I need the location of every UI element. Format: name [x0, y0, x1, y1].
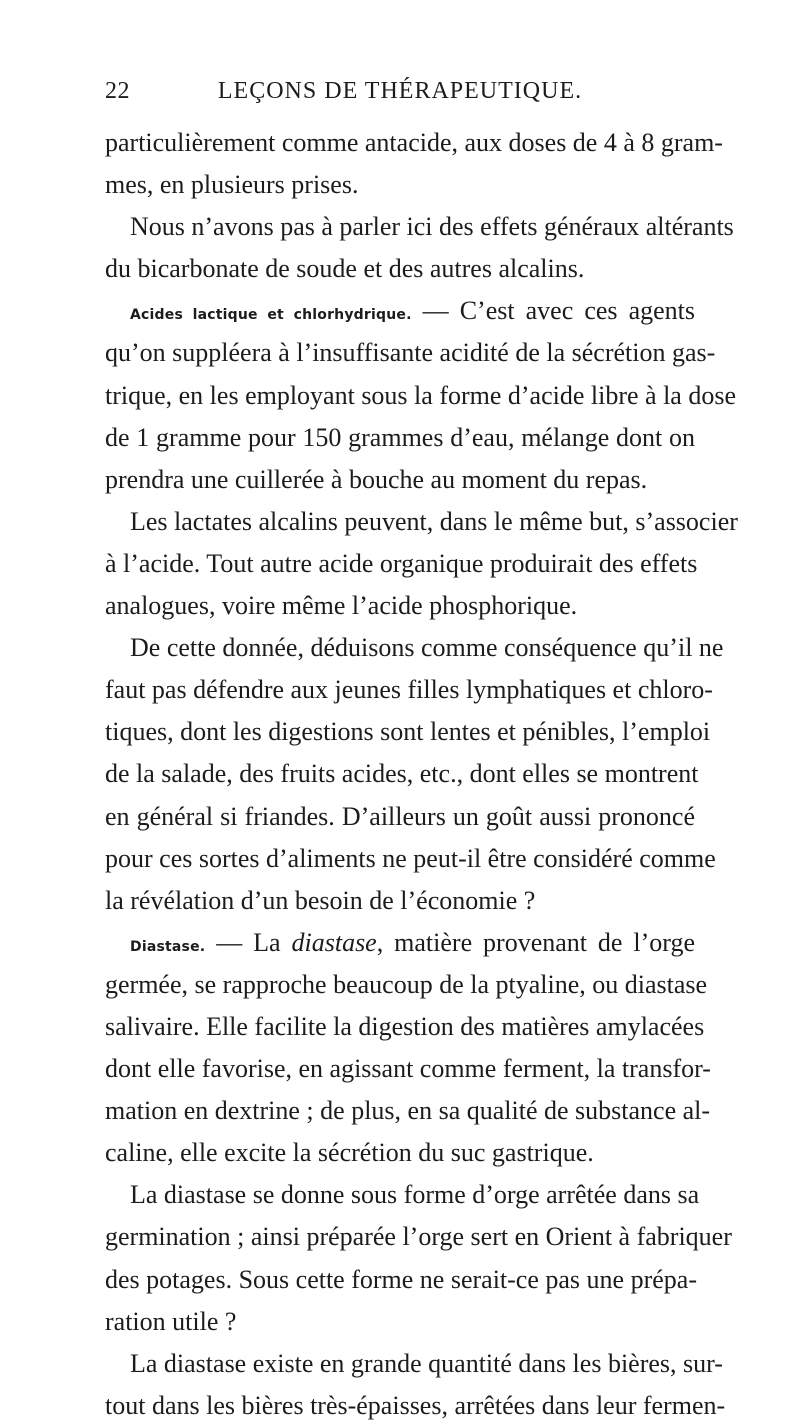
- italic-term: diastase: [291, 927, 377, 957]
- section-heading-line: [105, 290, 695, 332]
- text-line: à l’acide. Tout autre acide organique produirait des effets: [105, 548, 698, 578]
- text-run: , matière provenant de l’orge: [376, 927, 696, 957]
- text-line: La diastase existe en grande quantité dans les bières, sur-: [130, 1348, 723, 1378]
- page-number: 22: [105, 78, 130, 104]
- text-line: tiques, dont les digestions sont lentes et pénibles, l’emploi: [105, 717, 711, 747]
- text-line: prendra une cuillerée à bouche au moment du repas.: [105, 464, 648, 494]
- text-run: — La: [205, 927, 292, 957]
- text-line: en général si friandes. D’ailleurs un goût aussi prononcé: [105, 801, 695, 831]
- text-line: des potages. Sous cette forme ne serait-ce pas une prépa-: [105, 1264, 697, 1294]
- text-line: Nous n’avons pas à parler ici des effets généraux altérants: [130, 212, 734, 242]
- body-text: [105, 122, 738, 1427]
- section-heading-line: [105, 922, 695, 964]
- text-line: trique, en les employant sous la forme d’acide libre à la dose: [105, 380, 737, 410]
- section-heading-diastase: Diastase.: [130, 938, 206, 955]
- text-line: pour ces sortes d’aliments ne peut-il être considéré comme: [105, 843, 716, 873]
- text-line: dont elle favorise, en agissant comme ferment, la transfor-: [105, 1054, 711, 1084]
- text-line: la révélation d’un besoin de l’économie ?: [105, 885, 536, 915]
- text-line: caline, elle excite la sécrétion du suc gastrique.: [105, 1138, 594, 1168]
- text-line: tout dans les bières très-épaisses, arrêtées dans leur fermen-: [105, 1390, 726, 1420]
- text-line: germée, se rapproche beaucoup de la ptyaline, ou diastase: [105, 969, 708, 999]
- text-line: qu’on suppléera à l’insuffisante acidité de la sécrétion gas-: [105, 338, 716, 368]
- text-line: salivaire. Elle facilite la digestion des matières amylacées: [105, 1011, 705, 1041]
- page-header: [105, 78, 695, 110]
- text-line: du bicarbonate de soude et des autres alcalins.: [105, 254, 585, 284]
- text-line: mation en dextrine ; de plus, en sa qualité de substance al-: [105, 1096, 711, 1126]
- section-heading-acides: Acides lactique et chlorhydrique.: [130, 307, 412, 324]
- text-line: Les lactates alcalins peuvent, dans le même but, s’associer: [130, 506, 738, 536]
- running-head: LEÇONS DE THÉRAPEUTIQUE.: [217, 78, 583, 104]
- text-line: De cette donnée, déduisons comme conséquence qu’il ne: [130, 633, 724, 663]
- text-line: de la salade, des fruits acides, etc., dont elles se montrent: [105, 759, 699, 789]
- text-line: analogues, voire même l’acide phosphorique.: [105, 591, 578, 621]
- text-line: faut pas défendre aux jeunes filles lymphatiques et chloro-: [105, 675, 713, 705]
- text-line: germination ; ainsi préparée l’orge sert en Orient à fabriquer: [105, 1222, 732, 1252]
- text-line: mes, en plusieurs prises.: [105, 170, 359, 200]
- text-line: ration utile ?: [105, 1306, 237, 1336]
- text-run: — C’est avec ces agents: [411, 296, 695, 326]
- text-line: particulièrement comme antacide, aux doses de 4 à 8 gram-: [105, 128, 723, 157]
- text-line: de 1 gramme pour 150 grammes d’eau, mélange dont on: [105, 422, 695, 452]
- text-line: La diastase se donne sous forme d’orge arrêtée dans sa: [130, 1180, 700, 1210]
